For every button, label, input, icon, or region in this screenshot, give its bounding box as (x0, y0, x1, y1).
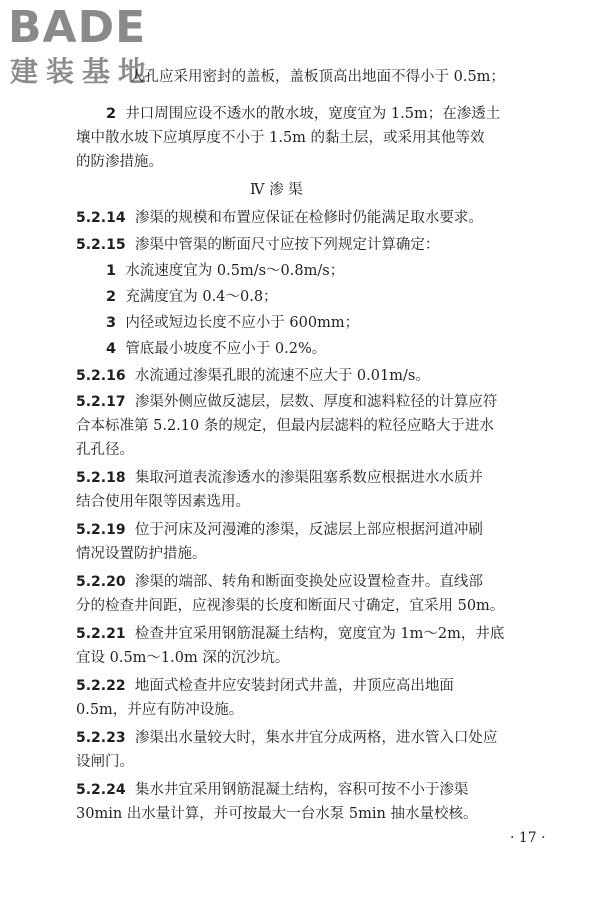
clause-5-2-17: 5.2.17 渗渠外侧应做反滤层，层数、厚度和滤料粒径的计算应符 (76, 394, 498, 410)
text-line: 人孔应采用密封的盖板，盖板顶高出地面不得小于 0.5m； (130, 69, 505, 85)
text-line: 宜设 0.5m～1.0m 深的沉沙坑。 (76, 650, 290, 666)
text-line: 分的检查井间距，应视渗渠的长度和断面尺寸确定，宜采用 50m。 (76, 598, 505, 614)
text-line: 结合使用年限等因素选用。 (76, 494, 250, 510)
clause-5-2-22: 5.2.22 地面式检查井应安装封闭式井盖，井顶应高出地面 (76, 678, 454, 694)
clause-5-2-20: 5.2.20 渗渠的端部、转角和断面变换处应设置检查井。直线部 (76, 574, 483, 590)
list-item: 1 水流速度宜为 0.5m/s～0.8m/s； (106, 263, 345, 279)
text-line: 孔孔径。 (76, 442, 134, 458)
page-number: · 17 · (510, 830, 546, 846)
list-item: 4 管底最小坡度不应小于 0.2%。 (106, 341, 327, 357)
section-heading: Ⅳ 渗 渠 (250, 182, 303, 198)
text-line: 壤中散水坡下应填厚度不小于 1.5m 的黏土层，或采用其他等效 (76, 130, 485, 146)
clause-5-2-16: 5.2.16 水流通过渗渠孔眼的流速不应大于 0.01m/s。 (76, 368, 430, 384)
text-line: 30min 出水量计算，并可按最大一台水泵 5min 抽水量校核。 (76, 806, 478, 822)
clause-5-2-15: 5.2.15 渗渠中管渠的断面尺寸应按下列规定计算确定： (76, 237, 440, 253)
clause-5-2-21: 5.2.21 检查井宜采用钢筋混凝土结构，宽度宜为 1m～2m，井底 (76, 626, 505, 642)
text-line: 的防渗措施。 (76, 154, 163, 170)
text-line: 合本标准第 5.2.10 条的规定，但最内层滤料的粒径应略大于进水 (76, 418, 494, 434)
clause-5-2-18: 5.2.18 集取河道表流渗透水的渗渠阻塞系数应根据进水水质并 (76, 470, 483, 486)
text-line: 情况设置防护措施。 (76, 546, 207, 562)
clause-5-2-23: 5.2.23 渗渠出水量较大时，集水井宜分成两格，进水管入口处应 (76, 730, 498, 746)
clause-5-2-19: 5.2.19 位于河床及河漫滩的渗渠，反滤层上部应根据河道冲刷 (76, 522, 483, 538)
clause-5-2-24: 5.2.24 集水井宜采用钢筋混凝土结构，容积可按不小于渗渠 (76, 782, 469, 798)
clause-5-2-14: 5.2.14 渗渠的规模和布置应保证在检修时仍能满足取水要求。 (76, 210, 483, 226)
logo-brand: BADE (8, 2, 147, 53)
text-line: 设闸门。 (76, 754, 134, 770)
logo-subtitle: 建装基地 (10, 55, 155, 88)
list-item: 2 充满度宜为 0.4～0.8； (106, 289, 278, 305)
list-item: 3 内径或短边长度不应小于 600mm； (106, 315, 360, 331)
text-line: 2 井口周围应设不透水的散水坡，宽度宜为 1.5m；在渗透土 (106, 106, 501, 122)
text-line: 0.5m，并应有防冲设施。 (76, 702, 244, 718)
